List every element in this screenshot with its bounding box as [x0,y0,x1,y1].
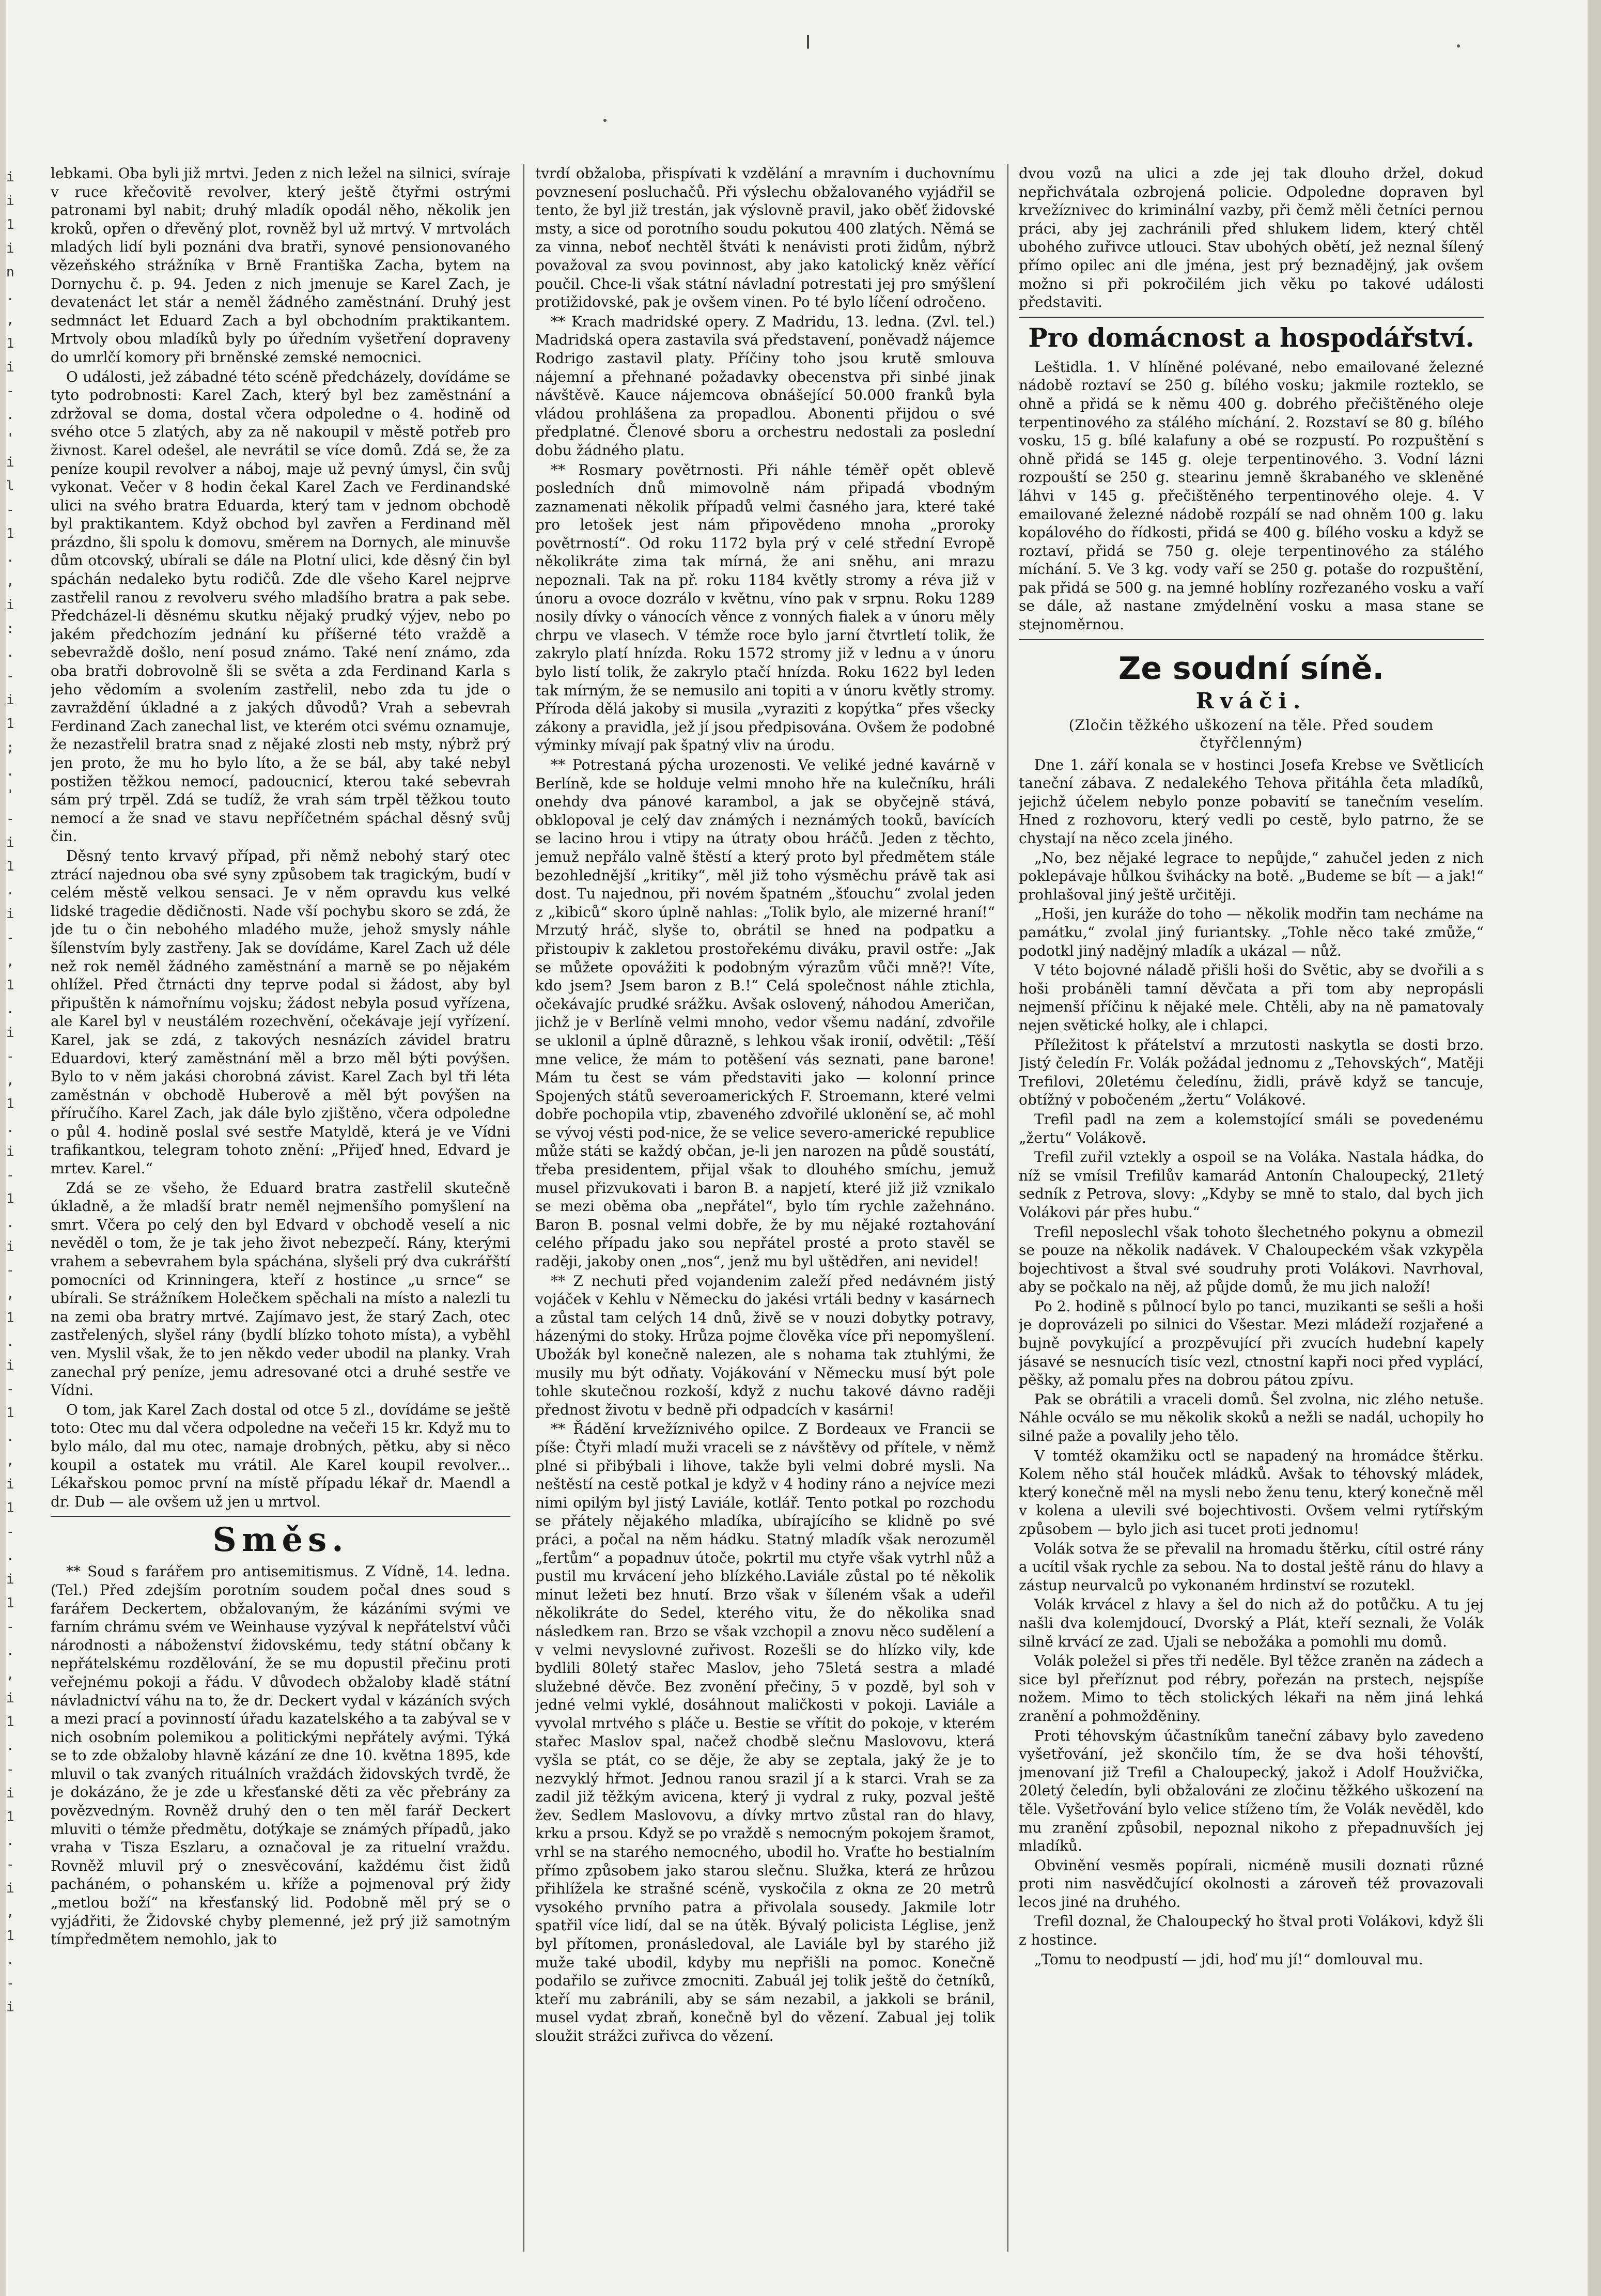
scan-edge-left [0,0,6,2296]
ink-speck [1457,44,1460,48]
article-paragraph: Zdá se ze všeho, že Eduard bratra zastřelil skutečně úkladně, a že mladší bratr neměl nejmenšího pomyšlení na smrt. Včera po celý den byl Edvard v obchodě veselí a nic nevěděl o tom, že je tak jeho život nebezpečí. Rány, kterými vrahem a sebevrahem byla spáchána, slyšeli prý dva cukrářští pomocníci od Krinningera, kteří z hostince „u srnce“ se ubírali. Se strážníkem Holečkem spěchali na místo a nalezli tu na zemi oba bratry mrtvé. Zajímavo jest, že starý Zach, otec zastřelených, slyšel rány (bydlí blízko tohoto místa), a vyběhl ven. Myslil však, že to jen někdo veder ubodil na planky. Vrah zanechal prý peníze, jemu adresované otci a druhé sestře ve Vídni. [51,1179,510,1399]
article-paragraph: Trefil neposlechl však tohoto šlechetného pokynu a obmezil se pouze na několik nadávek. V Chaloupeckém však vzkypěla bojechtivost a štval své soudruhy proti Volákovi. Navrhoval, aby se počkalo na něj, až půjde domů, že mu jich naloží! [1019,1223,1484,1296]
article-paragraph: Příležitost k přátelství a mrzutosti naskytla se dosti brzo. Jistý čeledín Fr. Volák požádal jednomu z „Tehovských“, Matěji Trefilovi, 20letému čeledínu, židli, právě když se tancuje, obtížný v pobočeném „žertu“ Volákové. [1019,1036,1484,1109]
article-paragraph: Po 2. hodině s půlnocí bylo po tanci, muzikanti se sešli a hoši je doprovázeli po silnici do Všestar. Mezi mládeží rozjařené a bujně povykující a prozpěvující při zvucích hudební kapely jásavé se nesnucích tisíc vezl, ctnostní kapři noci před vyplácí, pěšky, až pomalu přes na dobrou pátou zpívu. [1019,1297,1484,1389]
article-paragraph: Trefil zuřil vztekly a ospoil se na Voláka. Nastala hádka, do níž se vmísil Trefilův kamarád Antonín Chaloupecký, 21letý sedník z Petrova, slovy: „Kdyby se mně to stalo, dal bych jich Volákovi pár přes hubu.“ [1019,1149,1484,1221]
section-heading-soud: Ze soudní síně. [1118,650,1385,687]
column-right [1019,164,1484,2272]
article-paragraph: Proti téhovským účastníkům taneční zábavy bylo zavedeno vyšetřování, jež skončilo tím, že se dva hoši téhovští, jmenovaní již Trefil a Chaloupecký, jakož i Adolf Houžvička, 20letý čeledín, byli obžalováni ze zločinu těžkého uškození na těle. Vyšetřování bylo velice stíženo tím, že Volák nevěděl, kdo mu zranění způsobil, nepoznal nikoho z přepadnuvších jej mladíků. [1019,1727,1484,1855]
article-paragraph: Volák poležel si přes tři neděle. Byl těžce zraněn na zádech a sice byl přeříznut pod rébry, pořezán na prstech, nejspíše nožem. Mimo to těch stolických lékaři na něm jiná lehká zranění a pohmožděniny. [1019,1652,1484,1725]
article-paragraph: Trefil doznal, že Chaloupecký ho štval proti Volákovi, když šli z hostince. [1019,1913,1484,1949]
margin-fragment-text: i i 1 i n . , 1 i - . ' i l - 1 . , i : . - i 1 ; . ' - i 1 . i - , 1 . i - , 1 . i - 1 . i - , 1 . i - 1 . , i 1 - . i 1 - . , i 1 . - i 1 . - i , 1 . - i [6,169,14,2015]
article-paragraph: Leštidla. 1. V hlíněné polévané, nebo emailované železné nádobě roztaví se 250 g. bílého vosku; jakmile rozteklo, se ohně a přidá se k němu 400 g. dobrého přečištěného oleje terpentinového za stálého míchání. 2. Rozstaví se 80 g. bílého vosku, 15 g. bílé kalafuny a obé se rozpustí. Po rozpuštění s ohně přidá se 145 g. oleje terpentinového. 3. Vodní lázni rozpouští se 250 g. stearinu jemně škrabaného ve skleněné láhvi v 145 g. přečištěného terpentinového oleje. 4. V emailované železné nádobě rozpálí se nad ohněm 100 g. laku kopálového do řídkosti, přidá se 400 g. bílého vosku a když se roztaví, přidá se 750 g. oleje terpentinového za stálého míchání. 5. Ve 3 kg. vody vaří se 250 g. potaše do rozpuštění, pak přidá se 500 g. na jemné hoblíny rozřezaného vosku a vaří se dále, až nastane zmýdelnění vosku a masa stane se stejnoměrnou. [1019,358,1484,633]
article-paragraph: O události, jež zábadné této scéně předcházely, dovídáme se tyto podrobnosti: Karel Zach, který byl bez zaměstnání a zdržoval se doma, dostal včera odpoledne o 4. hodině od svého otce 5 zlatých, aby za ně nakoupil v městě potřeb pro živnost. Karel odešel, ale nevrátil se více domů. Zdá se, že za peníze koupil revolver a náboj, maje už pevný úmysl, čin svůj vykonat. Večer v 8 hodin čekal Karel Zach ve Ferdinandské ulici na svého bratra Eduarda, který tam v jednom obchodě byl praktikantem. Když obchod byl zavřen a Ferdinand měl prázdno, šli spolu k domovu, směrem na Dornych, ale minuvše dům otcovský, ubírali se dále na Plotní ulici, kde děsný čin byl spáchán nedaleko bytu rodičů. Zde dle všeho Karel nejprve zastřelil ranou z revolveru svého mladšího bratra a pak sebe. Předcházel-li děsnému skutku nějaký prudký výjev, nebo po jakém předchozím jednání ku příšerné této vraždě a sebevraždě došlo, není posud známo. Také není známo, zda oba bratři dobrovolně šli se světa a zda Ferdinand Karla s jeho vědomím a svolením zastřelil, nebo zda tu jde o zavraždění úkladné a z jakých důvodů? Vrah a sebevrah Ferdinand Zach zanechal list, ve kterém otci svému oznamuje, že nezastřelil bratra snad z nějaké zlosti neb msty, nýbrž prý jen proto, že mu ho bylo líto, a že se bál, aby také nebyl postižen těžkou nemocí, padoucnicí, kterou také sebevrah sám prý trpěl. Zdá se tudíž, že vrah sám trpěl těžkou touto nemocí a že snad ve stavu nepříčetném spáchal děsný svůj čin. [51,368,510,845]
section-heading-domacnost: Pro domácnost a hospodářství. [1028,322,1474,353]
article-paragraph: Dne 1. září konala se v hostinci Josefa Krebse ve Světlicích taneční zábava. Z nedalekého Tehova přitáhla četa mladíků, jejichž účelem nebylo ponze pobavití se tanečním veselím. Hned z rozhovoru, který vedli po cestě, bylo patrno, že se chystají na něco zcela jiného. [1019,756,1484,847]
article-paragraph: Pak se obrátili a vraceli domů. Šel zvolna, nic zlého netuše. Náhle ocválo se mu několik skoků a nežli se nadál, uchopily ho silné paže a povalily jeho tělo. [1019,1390,1484,1445]
section-divider [51,1516,510,1517]
article-paragraph: lebkami. Oba byli již mrtvi. Jeden z nich ležel na silnici, svíraje v ruce křečovitě revolver, který ještě čtyřmi ostrými patronami byl nabit; druhý mladík opodál něho, několik jen kroků, opřen o dřevěný plot, rovněž byl už mrtvý. V mrtvolách mladých lidí byli poznáni dva bratři, synové pensionovaného vězeňského strážníka v Brně Františka Zacha, bytem na Dornychu č. p. 94. Jeden z nich jmenuje se Karel Zach, je devatenáct let stár a neměl žádného zaměstnání. Druhý jest sedmnáct let Eduard Zach a byl obchodním praktikantem. Mrtvoly obou mladíků byly po úředním vyšetření dopraveny do umrlčí komory při brněnské zemské nemocnici. [51,165,510,366]
article-paragraph: ** Soud s farářem pro antisemitismus. Z Vídně, 14. ledna. (Tel.) Před zdejším porotním soudem počal dnes soud s farářem Deckertem, obžalovaným, že kázáními svými ve farním chrámu svém ve Weinhause vyzýval k nepřátelství vůči národnosti a náboženství židovskému, tedy státní občany k nepřátelskému rozdělování, že se mu dopustil přečinu proti veřejnému pokoji a řádu. V důvodech obžaloby kladě státní návladnictví váhu na to, že dr. Deckert vydal v kázáních svých a mezi prací a povinností úřadu kazatelského a ta zabýval se v nich osobním polemikou a politickými nepřátely avými. Týká se to zde obžaloby hlavně kázání ze dne 10. května 1895, kde mluvil o tak zvaných rituálních vraždách židovských tvrdě, že je dokázáno, že je zde u křesťanské děti za věc přebrány za povězvedným. Rovněž druhý den o ten měl farář Deckert mluviti o témže předmětu, dotýkaje se známých případů, jako vraha v Tisza Eszlaru, a označoval je za rituelní vraždu. Rovněž mluvil prý o znesvěcování, každému čist židů pacháném, o pohanském u. kříže a pojmenoval prý židy „metlou boží“ na křesťanský lid. Podobně měl prý se o vyjádřiti, že Židovské chyby plemenné, jež prý již samotným tímpředmětem nemohlo, jak to [51,1563,510,1948]
article-paragraph: Trefil padl na zem a kolemstojící smáli se povedenému „žertu“ Volákově. [1019,1110,1484,1146]
article-paragraph: Volák krvácel z hlavy a šel do nich až do potůčku. A tu jej našli dva kolemjdoucí, Dvorský a Plát, kteří seznali, že Volák silně krvácí ze zad. Ujali se nebožáka a pomohli mu domů. [1019,1596,1484,1650]
article-paragraph: Děsný tento krvavý případ, při němž nebohý starý otec ztrácí najednou oba své syny způsobem tak tragickým, budí v celém městě velkou sensaci. Je v něm opravdu kus velké lidské tragedie dědičnosti. Nade vší pochybu skoro se zdá, že jde tu o čin nebohého mladého muže, jehož smysly náhle šílenstvím byly zastřeny. Jak se dovídáme, Karel Zach už déle než rok neměl žádného zaměstnání a marně se po nějakém ohlížel. Před čtrnácti dny teprve podal si žádost, aby byl připuštěn k námořnímu vojsku; žádost nebyla posud vyřízena, ale Karel byl v neustálém rozechvění, očekávaje její vyřízení. Karel, jak se zdá, z takových nesnázích závidel bratru Eduardovi, který zaměstnání měl a brzo měl býti povýšen. Bylo to v něm jakási chorobná závist. Karel Zach byl tři léta zaměstnán v obchodě Huberově a měl být povýšen na příručího. Karel Zach, jak dále bylo zjištěno, včera odpoledne o půl 4. hodině poslal své sestře Matyldě, která je ve Vídni trafikantkou, telegram tohoto znění: „Přijeď hned, Edvard je mrtev. Karel.“ [51,847,510,1177]
column-rule [523,164,524,2252]
news-item: ** Rosmary povětrnosti. Při náhle téměř opět oblevě posledních dnů mimovolně nám připadá vbodným zaznamenati několik případů velmi časného jara, které také pro letošek jest nám připovědeno mnoha „proroky povětrností“. Od roku 1172 byla prý v celé střední Evropě několikráte zima tak mírná, že ani sněhu, ani mrazu nepoznali. Tak na př. roku 1184 květly stromy a réva již v únoru a ovoce dozrálo v květnu, víno pak v srpnu. Roku 1289 nosily dívky o vánocích věnce z vonných fialek a v únoru měly chrpu ve vlasech. V témže roce bylo jarní čtvrtletí tolik, že zakrylo platí hnízda. Roku 1572 stromy již v lednu a v únoru bylo listí tolik, že zakrylo ptačí hnízda. Roku 1622 byl leden tak mírným, že se nemusilo ani topiti a v únoru květly stromy. Příroda dělá jakoby si musila „vyraziti z kopýtka“ přes všecky zákony a pravidla, jež jí jsou předpisována. Ovšem že podobné výminky mívají pak špatný vliv na úrodu. [535,461,995,754]
column-middle [535,164,995,2272]
section-divider [1019,317,1484,318]
column-rule [1007,164,1008,2252]
article-paragraph: „Tomu to neodpustí — jdi, hoď mu jí!“ domlouval mu. [1034,1950,1423,1968]
article-paragraph: O tom, jak Karel Zach dostal od otce 5 zl., dovídáme se ještě toto: Otec mu dal včera odpoledne na večeři 15 kr. Když mu to bylo málo, dal mu otec, namaje drobných, pětku, aby si něco koupil a ostatek mu vrátil. Ale Karel koupil revolver... Lékařskou pomoc první na místě případu lékař dr. Maendl a dr. Dub — ale ovšem už jen u mrtvol. [51,1401,510,1510]
article-paragraph: V této bojovné náladě přišli hoši do Světic, aby se dvořili a s hoši probáněli tamní děvčata a při tom aby nepropásli nejmenší příčinu k nějaké mele. Chtěli, aby na ně pamatovaly nejen světické holky, ale i chlapci. [1019,961,1484,1034]
section-divider [1019,639,1484,640]
scan-edge-right [1588,0,1601,2296]
article-paragraph: „No, bez nějaké legrace to nepůjde,“ zahučel jeden z nich poklepávaje hůlkou švihácky na botě. „Budeme se bít — a jak!“ prohlašoval jiný ještě určitěji. [1019,849,1484,903]
column-left [51,164,510,2272]
news-item: ** Řádění krvežíznivého opilce. Z Bordeaux ve Francii se píše: Čtyři mladí muži vraceli se z návštěvy od přítele, v němž plné si přibýbali i lihove, takže byli velmi dobré mysli. Na neštěstí na cestě potkal je když v 4 hodiny ráno a nejvíce mezi nimi opilým byl jistý Laviále, kotlář. Tento potkal po rozchodu se přátely nějakého mladíka, ubírajícího se klidně po své práci, a počal na něm hádku. Statný mladík však nerozuměl „fertům“ a popadnuv útoče, pokrtil mu ctyře však vytrhl nůž a pustil mu krvácení jeho blízkého.Laviále zůstal po té několik minut ležeti bez hnutí. Brzo však v šíleném však a udeřil několikráte do Sedel, kterého vitu, že do několika snad následkem ran. Brzo se však vzchopil a znovu něco sudělení a v velmi nevyslovné zuřivost. Rozešli se do hlízko vily, kde bydlili 80letý stařec Maslov, jeho 75letá sestra a mladé služebné děvče. Bez zvonění přečiny, 5 v pozdě, byl soh v jedné velmi vyklé, dosáhnout maličkosti v pokoji. Laviále a vyvolal mrtvého s pláče u. Bestie se vřítit do pokoje, v kterém stařec Maslov spal, načež chodbě slečnu Maslovovu, která vyšla se ptát, co se děje, že aby se zeptala, jaký že je to nezvyklý hřmot. Jednou ranou srazil jí a k starci. Vrah se za zadil již těžkým avicena, který ji vydral z ruky, pozval ještě žev. Sedlem Maslovovu, a dívky mrtvo zůstal ran do hlavy, krku a prsou. Když se po vraždě s nemocným pokojem šramot, vrhl se na starého nemocného, ubodil ho. Vraťte ho bestialním přímo způsobem jako starou slečnu. Služka, která ze hrůzou přihlížela ke strašné scéně, vyskočila z okna ze 20 metrů vysokého prvního patra a přivolala sousedy. Jakmile lotr spatřil více lidí, dal se na útěk. Bývalý policista Léglise, jenž byl přítomen, pronásledoval, ale Laviále byl by starého již muže také ubodil, kdyby mu nepřišli na pomoc. Konečně podařilo se zuřivce zmocniti. Zabuál jej tolik ještě do četníků, kteří mu zabránili, aby se sám nezabil, a jakkoli se bránil, musel vydat zbraň, konečně byl do vězení. Zabual jej tolik sloužit strážci zuřivca do vězení. [535,1420,995,2044]
ink-speck [603,119,607,122]
article-subtitle: (Zločin těžkého uškození na těle. Před soudem čtyřčlenným) [1068,716,1434,751]
article-paragraph: „Hoši, jen kuráže do toho — několik modřin tam necháme na památku,“ zvolal jiný furiantsky. „Tohle něco také zmůže,“ podotkl jiný nadějný mladík a ukázal — nůž. [1019,905,1484,959]
news-item: ** Krach madridské opery. Z Madridu, 13. ledna. (Zvl. tel.) Madridská opera zastavila svá představení, poněvadž nájemce Rodrigo zastavil platy. Příčiny toho jsou krutě smlouva nájemní a přehnané požadavky obecenstva při sinbé jinak návštěvě. Kauce nájemcova obnášející 50.000 franků byla vládou prohlášena za propadlou. Abonenti přijdou o své předplatné. Členové sboru a orchestru nedostali za poslední dobu žádného platu. [535,313,995,459]
article-paragraph: tvrdí obžaloba, přispívati k vzdělání a mravním i duchovnímu povznesení posluchačů. Při výslechu obžalovaného vyjádřil se tento, že byl již trestán, jak výslovně pravil, jako oběť židovské msty, a sice od porotního soudu pokutou 400 zlatých. Němá se za vinna, neboť nechtěl štváti k nenávisti proti židům, nýbrž považoval za svou povinnost, aby jako katolický kněz věřící poučil. Chce-li však státní návladní potrestati jej pro smýšlení protižidovské, pak je ovšem vinen. Po té bylo líčení odročeno. [535,165,995,311]
top-ink-mark [807,35,809,49]
article-title-rvaci: Rváči. [1195,688,1307,713]
article-paragraph: V tomtéž okamžiku octl se napadený na hromádce štěrku. Kolem něho stál houček mládků. Avšak to téhovský mládek, který konečně měl na mysli nebo ženu tenu, který konečně měl v kolena a ulevili své bojechtivosti. Ovšem velmi rytířským způsobem — bylo jich asi tucet proti jednomu! [1019,1447,1484,1538]
news-item: ** Potrestaná pýcha urozenosti. Ve veliké jedné kavárně v Berlíně, kde se holduje velmi mnoho hře na kulečníku, hráli onehdy dva pánové karambol, a jak se obyčejně stává, obklopoval je celý dav známých i neznámých tooků, bavících se lacino hrou i vtipy na útraty obou hráčů. Jeden z těchto, jemuž nepřálo valně štěstí a který proto byl předmětem stále bezohlednější „kritiky“, měl již toho výsměchu právě tak asi dost. Tu najednou, při novém špatném „šťouchu“ zvolal jeden z „kibiců“ skoro úplně nahlas: „Tolik bylo, ale mizerné hraní!“ Mrzutý hráč, slyše to, obrátil se hned na podpatku a přistoupiv k zakletou prostořekému diváku, pravil ostře: „Jak se můžete opovážiti k podobným výrazům vůči mně?! Víte, kdo jsem? Jsem baron z B.!“ Celá společnost náhle ztichla, očekávajíc prudké srážku. Avšak oslovený, náhodou Američan, jichž je v Berlíně velmi mnoho, vedor všemu nadání, zdvořile se uklonil a úplně důrazně, s lehkou však ironií, odvětil: „Těší mne velice, že mám to potěšení vás seznati, pane barone! Mám tu čest se vám představiti jako — kolonní prince Spojených států severoamerických F. Stroemann, které velmi dobře pochopila vtip, zbaveného zdvořilé uklonění se, ač mohl se vývoj vésti pod-nice, že se velice severo-americké republice může státi se každý občan, je-li jen narozen na půdě soustátí, třeba presidentem, přijal však to dlouhého smíchu, jemuž musel přizvukovati i baron B. a napjetí, které již již vznikalo se mezi oběma oba „nepřátel“, bylo tím rychle zažehnáno. Baron B. posnal velmi dobře, že by mu nějaké roztahování celého případu jako sou nepřátel prosté a proto stavěl se raději, jakoby onen „nos“, jenž mu byl uštědřen, ani nevidel! [535,756,995,1270]
article-paragraph: Obvinění vesměs popírali, nicméně musili doznati různé proti nim nasvědčující okolnosti a zároveň též provazovali lecos jiné na druhého. [1019,1856,1484,1911]
article-paragraph: Volák sotva že se převalil na hromadu štěrku, cítil ostré rány a ucítil však rychle za sebou. Na to dostal ještě ránu do hlavy a zástup neurvalců po vykonaném hrdinství se rozutekl. [1019,1540,1484,1594]
news-item: ** Z nechuti před vojandenim zaleží před nedávném jistý vojáček v Kehlu v Německu do jakési vrtáli bedny v kasárnech a zůstal tam celých 14 dnů, živě se v nouzi dobytky potravy, házenými do stoky. Hrůza pojme člověka více při nepomyšlení. Ubožák byl konečně nalezen, ale s nohama tak ztuhlými, že musily mu být odňaty. Vojákování v Německu musí být pole tohle skutečnou rozkoší, když z nuchu takové dávno raději přednost životu v bedně při odpadcích v kasárni! [535,1272,995,1418]
section-heading-smes: Směs. [212,1521,349,1560]
article-paragraph: dvou vozů na ulici a zde jej tak dlouho držel, dokud nepřichvátala ozbrojená policie. Odpoledne dopraven byl krvežíznivec do kriminální vazby, při čemž měli četníci pernou práci, aby jej zachránili před shlukem lidem, který chtěl ubohého zuřivce utlouci. Stav ubohých obětí, jež neznal šílený přímo opilec ani dle jména, jest prý beznadějný, jak ovšem možno si při pokročilém jich věku po takové události představiti. [1019,165,1484,311]
